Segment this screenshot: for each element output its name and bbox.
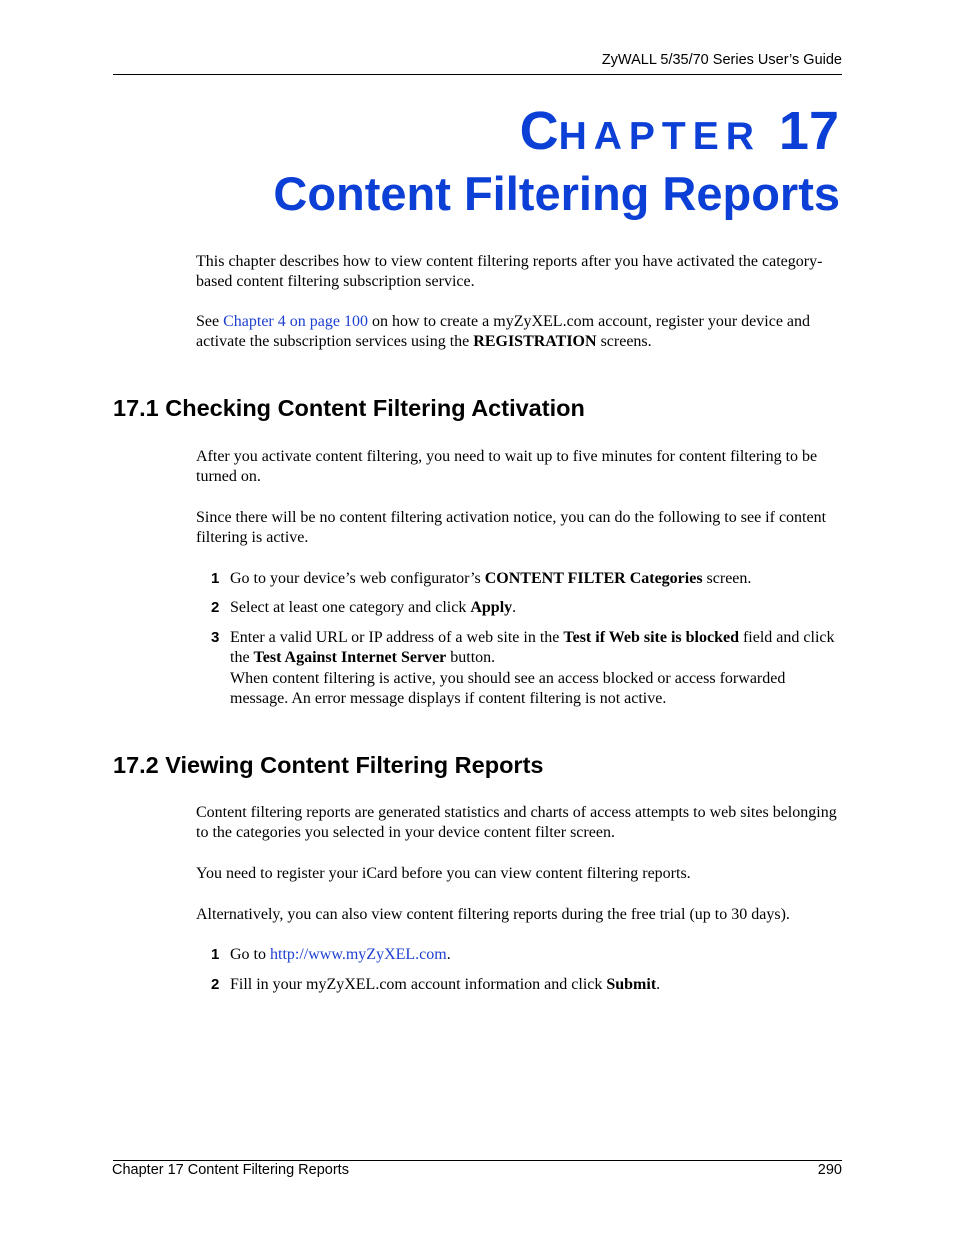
chapter-label-rest: HAPTER <box>558 115 761 158</box>
chapter-title: Content Filtering Reports <box>273 167 840 220</box>
step-note: When content filtering is active, you should see an access blocked or access forwarded message. An error message displays if content filtering is not active. <box>230 669 786 708</box>
step-number: 1 <box>211 946 220 963</box>
list-item <box>211 945 847 965</box>
step-number: 2 <box>211 976 220 993</box>
chapter-4-link[interactable]: Chapter 4 on page 100 <box>223 313 368 330</box>
step-text: Go to your device’s web configurator’s <box>230 570 485 587</box>
step-number: 1 <box>211 570 220 587</box>
intro-paragraph-1: This chapter describes how to view content filtering reports after you have activated the category-based content filtering subscription service. <box>196 253 823 291</box>
step-number: 3 <box>211 629 220 646</box>
step-text: button. <box>446 649 496 667</box>
step-text: . <box>512 599 517 616</box>
registration-term: REGISTRATION <box>473 333 597 351</box>
step-text: . <box>446 946 451 963</box>
step-text: field and click the <box>230 629 835 667</box>
section-17-2-paragraph-1: Content filtering reports are generated statistics and charts of access attempts to web sites belonging to the categories you selected in your device content filter screen. <box>196 804 837 842</box>
intro-text: on how to create a myZyXEL.com account, register your device and activate the subscription services using the <box>196 313 811 351</box>
step-bold: Submit <box>606 976 657 993</box>
list-item <box>211 628 847 710</box>
step-text: screen. <box>702 570 752 587</box>
step-text: Enter a valid URL or IP address of a web site in the <box>230 629 564 646</box>
step-text: . <box>656 976 661 993</box>
step-number: 2 <box>211 599 220 616</box>
list-item <box>211 598 847 618</box>
intro-paragraph-2 <box>196 312 844 353</box>
footer-chapter-title: Chapter 17 Content Filtering Reports <box>112 1162 349 1178</box>
header-rule <box>113 74 842 75</box>
step-text: Fill in your myZyXEL.com account information and click <box>230 976 607 993</box>
step-bold: Test Against Internet Server <box>253 649 447 667</box>
step-bold: Apply <box>470 599 513 616</box>
page-number: 290 <box>817 1162 842 1178</box>
intro-text: screens. <box>596 333 652 351</box>
section-17-2-paragraph-3: Alternatively, you can also view content filtering reports during the free trial (up to 30 days). <box>196 906 790 923</box>
running-header: ZyWALL 5/35/70 Series User’s Guide <box>601 52 842 68</box>
list-item <box>211 569 847 589</box>
section-17-1-paragraph-1: After you activate content filtering, you need to wait up to five minutes for content filtering to be turned on. <box>196 448 818 486</box>
chapter-label <box>520 100 839 168</box>
step-bold: CONTENT FILTER Categories <box>484 570 703 587</box>
list-item <box>211 975 847 995</box>
section-17-2-heading: 17.2 Viewing Content Filtering Reports <box>113 752 544 778</box>
myzyxel-link[interactable]: http://www.myZyXEL.com <box>270 946 447 963</box>
footer-rule <box>113 1160 842 1161</box>
section-17-1-heading: 17.1 Checking Content Filtering Activation <box>113 395 585 421</box>
intro-text: See <box>196 313 224 330</box>
step-text: Go to <box>230 946 270 963</box>
chapter-number: 17 <box>778 101 839 161</box>
chapter-label-initial: C <box>519 101 559 161</box>
section-17-1-paragraph-2: Since there will be no content filtering activation notice, you can do the following to see if content filtering is active. <box>196 509 827 547</box>
section-17-2-paragraph-2: You need to register your iCard before you can view content filtering reports. <box>196 865 691 882</box>
step-bold: Test if Web site is blocked <box>563 629 739 646</box>
step-text: Select at least one category and click <box>230 599 471 616</box>
